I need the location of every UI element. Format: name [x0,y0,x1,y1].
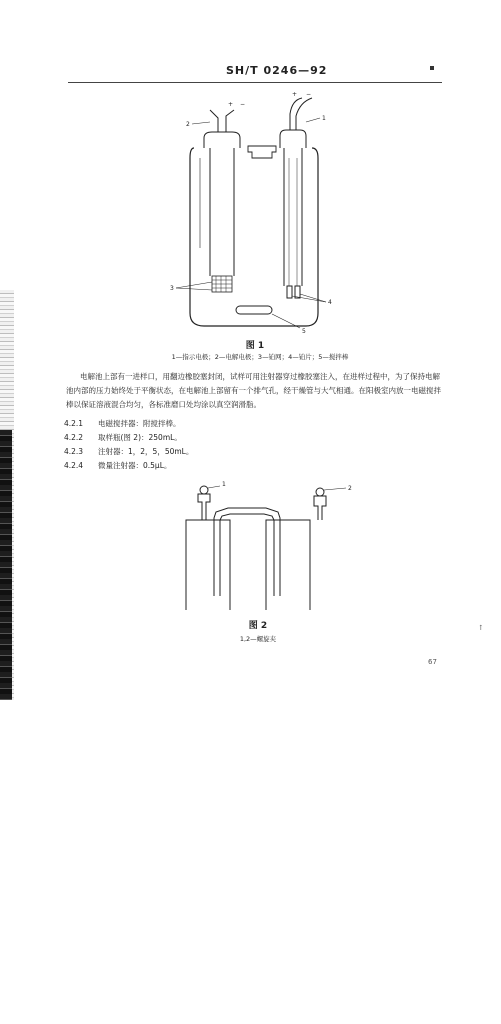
figure-2-legend: 1,2—螺旋夹 [239,635,277,643]
electrode-tube-right [280,130,306,148]
wire-right-2 [296,98,312,130]
figure-1-diagram [160,88,350,338]
fig2-label-1: 1 [222,481,226,488]
item-text: 注射器：1，2，5，50mL。 [98,447,194,456]
fig1-label-1: 1 [322,115,326,122]
electrolytic-cell-body [190,148,318,326]
item-number: 4.2.1 [64,419,84,428]
figure-2-diagram [176,478,366,614]
fig1-label-2: 2 [186,121,190,128]
body-paragraph: 电解池上部有一进样口，用翻边橡胶塞封闭，试样可用注射器穿过橡胶塞注入，在进样过程中，为了保持电解池内部的压力始终处于平衡状态，在电解池上部留有一个排气孔，经干燥管与大气相通。在阳极室内放一电磁搅拌棒以保证溶液混合均匀，各标准磨口处均涂以真空润滑脂。 [66,372,441,409]
item-number: 4.2.3 [64,447,84,456]
figure-2-title: 图 2 [248,621,268,631]
sample-port [248,146,276,158]
sampling-bottle-right [266,520,310,610]
corner-mark [430,66,434,70]
item-text: 取样瓶(图 2)：250mL。 [98,433,182,442]
list-item [64,432,182,443]
electrode-tube-left [204,132,240,148]
page-number: 67 [428,658,437,666]
screw-clamp-right [314,496,326,520]
sampling-bottle-left [186,520,230,610]
fig1-label-4: 4 [328,299,332,306]
list-item [64,446,193,457]
list-item [64,460,171,471]
item-text: 电磁搅拌器：附搅拌棒。 [98,419,181,428]
platinum-plate-2 [295,286,300,298]
item-number: 4.2.2 [64,433,84,442]
margin-mark: ↑ [478,624,484,632]
stir-bar [236,306,272,314]
wire-left-2 [226,110,234,132]
fig1-plus-right: + [292,91,298,98]
platinum-plate-1 [287,286,292,298]
figure-1-title: 图 1 [245,341,265,351]
item-number: 4.2.4 [64,461,84,470]
list-item [64,418,181,429]
fig2-label-2: 2 [348,485,352,492]
fig1-label-5: 5 [302,328,306,335]
standard-code-header: SH/T 0246—92 [226,64,328,77]
screw-clamp-left [198,494,210,520]
connecting-tube [214,508,280,596]
scan-edge-dark-artifact [0,430,12,700]
figure-1-legend: 1—指示电极；2—电解电极；3—铂网；4—铂片；5—搅拌棒 [171,353,349,361]
item-text: 微量注射器：0.5μL。 [98,461,172,470]
fig1-plus-left: + [228,101,234,108]
fig1-label-3: 3 [170,285,174,292]
wire-left-1 [210,110,218,132]
fig1-minus-right: − [306,91,312,98]
fig1-minus-left: − [240,101,246,108]
header-rule [68,82,442,83]
